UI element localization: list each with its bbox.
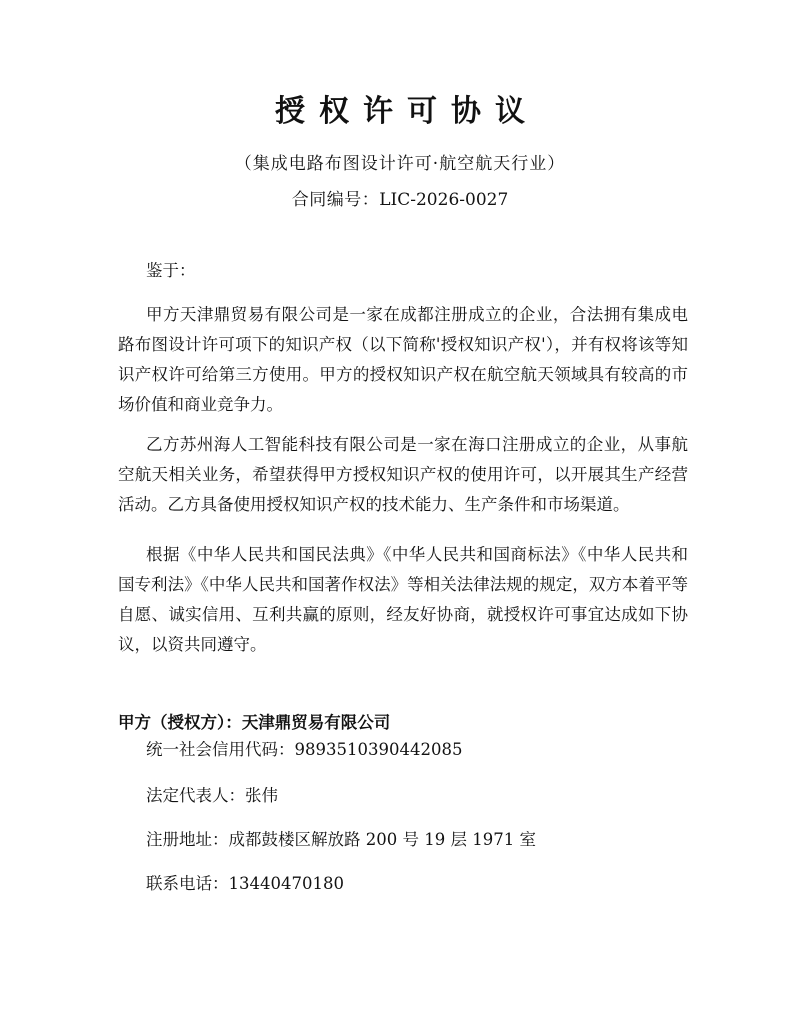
contract-number-label: 合同编号：	[291, 190, 380, 210]
address-value: 成都鼓楼区解放路 200 号 19 层 1971 室	[228, 830, 536, 849]
representative-label: 法定代表人：	[146, 786, 245, 805]
phone-label: 联系电话：	[146, 874, 229, 893]
party-a-phone	[146, 872, 344, 896]
address-label: 注册地址：	[146, 830, 229, 849]
credit-code-label: 统一社会信用代码：	[146, 740, 295, 759]
whereas-heading: 鉴于：	[146, 261, 196, 280]
party-a-address	[146, 828, 536, 852]
credit-code-value: 9893510390442085	[294, 740, 463, 759]
phone-value: 13440470180	[228, 874, 344, 893]
party-a-credit-code	[146, 738, 462, 762]
party-a-representative	[146, 784, 278, 808]
contract-number-value: LIC-2026-0027	[379, 190, 509, 210]
representative-value: 张伟	[245, 786, 278, 805]
document-title: 授权许可协议	[275, 94, 539, 129]
document-subtitle: （集成电路布图设计许可·航空航天行业）	[234, 154, 566, 174]
contract-number	[0, 188, 800, 212]
preamble-paragraph-party-a: 甲方天津鼎贸易有限公司是一家在成都注册成立的企业，合法拥有集成电路布图设计许可项下的知识产权（以下简称'授权知识产权'），并有权将该等知识产权许可给第三方使用。甲方的授权知识产权在航空航天领域具有较高的市场价值和商业竞争力。	[118, 305, 688, 414]
party-a-heading: 甲方（授权方）：天津鼎贸易有限公司	[118, 713, 391, 732]
preamble-paragraph-party-b: 乙方苏州海人工智能科技有限公司是一家在海口注册成立的企业，从事航空航天相关业务，希望获得甲方授权知识产权的使用许可，以开展其生产经营活动。乙方具备使用授权知识产权的技术能力、生产条件和市场渠道。	[118, 435, 688, 514]
preamble-paragraph-legal-basis: 根据《中华人民共和国民法典》《中华人民共和国商标法》《中华人民共和国专利法》《中华人民共和国著作权法》等相关法律法规的规定，双方本着平等自愿、诚实信用、互利共赢的原则，经友好协商，就授权许可事宜达成如下协议，以资共同遵守。	[118, 545, 688, 654]
